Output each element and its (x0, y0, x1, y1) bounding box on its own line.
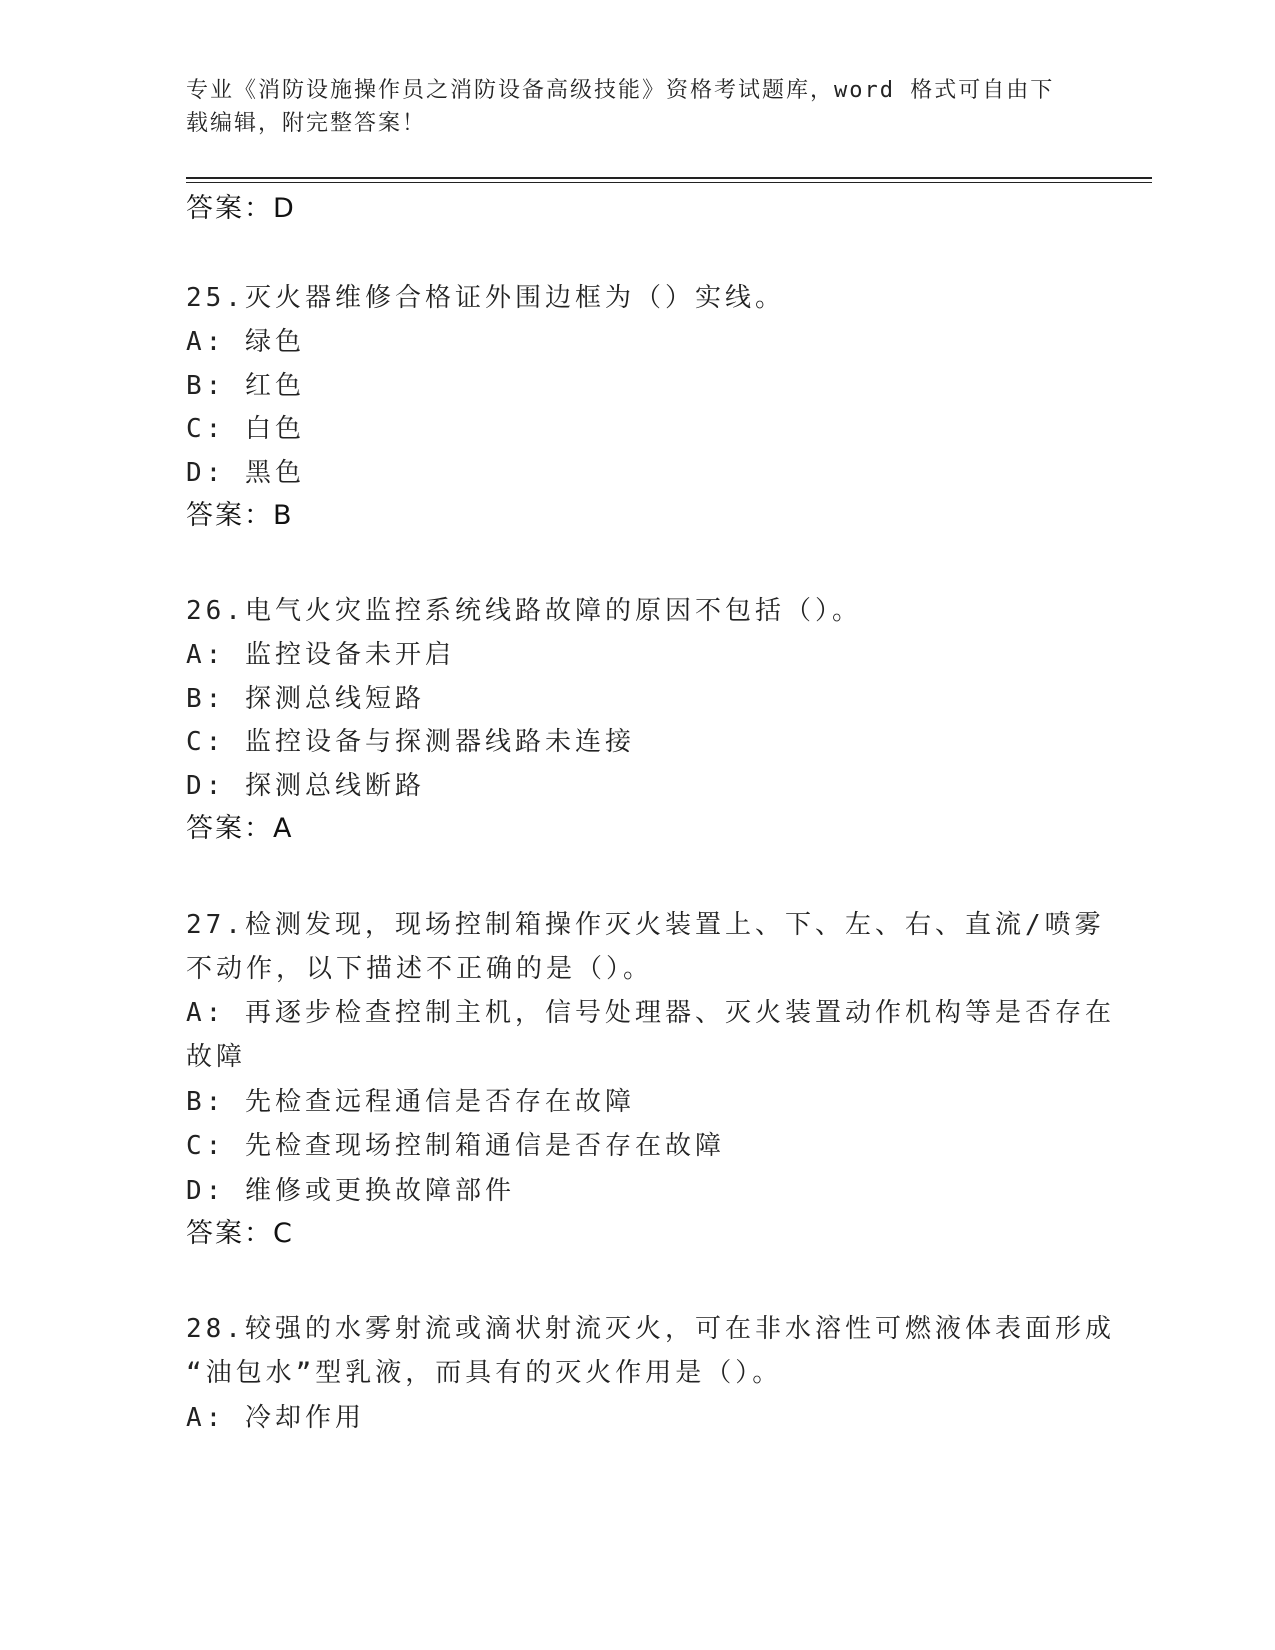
question-25-option-c: C: 白色 (186, 414, 305, 444)
question-26-answer: 答案：A (186, 813, 294, 844)
document-header (186, 74, 1066, 140)
question-26-option-d: D: 探测总线断路 (186, 771, 425, 801)
answer-prev: 答案：D (186, 193, 296, 224)
question-27-option-a-cont: 故障 (186, 1042, 247, 1072)
question-25-option-d: D: 黑色 (186, 458, 305, 488)
question-28-stem-line-1: 28.较强的水雾射流或滴状射流灭火，可在非水溶性可燃液体表面形成 (186, 1314, 1115, 1344)
question-27-answer: 答案：C (186, 1218, 294, 1249)
question-28-option-a: A: 冷却作用 (186, 1403, 365, 1433)
question-25-answer: 答案：B (186, 500, 294, 531)
question-27-option-c: C: 先检查现场控制箱通信是否存在故障 (186, 1131, 725, 1161)
question-25-option-a: A: 绿色 (186, 327, 305, 357)
question-28-stem-line-2: “油包水”型乳液，而具有的灭火作用是（）。 (186, 1358, 783, 1388)
question-26-stem: 26.电气火灾监控系统线路故障的原因不包括（）。 (186, 596, 862, 626)
header-line-2: 载编辑，附完整答案！ (186, 111, 427, 136)
question-27-option-d: D: 维修或更换故障部件 (186, 1176, 515, 1206)
question-27-option-a: A: 再逐步检查控制主机，信号处理器、灭火装置动作机构等是否存在 (186, 998, 1115, 1028)
question-27-stem-line-1: 27.检测发现，现场控制箱操作灭火装置上、下、左、右、直流/喷雾 (186, 910, 1105, 940)
question-27-stem-line-2: 不动作，以下描述不正确的是（）。 (186, 954, 654, 984)
question-25-option-b: B: 红色 (186, 371, 305, 401)
header-line-1: 专业《消防设施操作员之消防设备高级技能》资格考试题库，word 格式可自由下 (186, 78, 1055, 103)
question-25-stem: 25.灭火器维修合格证外围边框为（）实线。 (186, 283, 785, 313)
header-divider (186, 177, 1152, 183)
question-26-option-c: C: 监控设备与探测器线路未连接 (186, 727, 635, 757)
question-27-option-b: B: 先检查远程通信是否存在故障 (186, 1087, 635, 1117)
question-26-option-b: B: 探测总线短路 (186, 684, 425, 714)
question-26-option-a: A: 监控设备未开启 (186, 640, 455, 670)
